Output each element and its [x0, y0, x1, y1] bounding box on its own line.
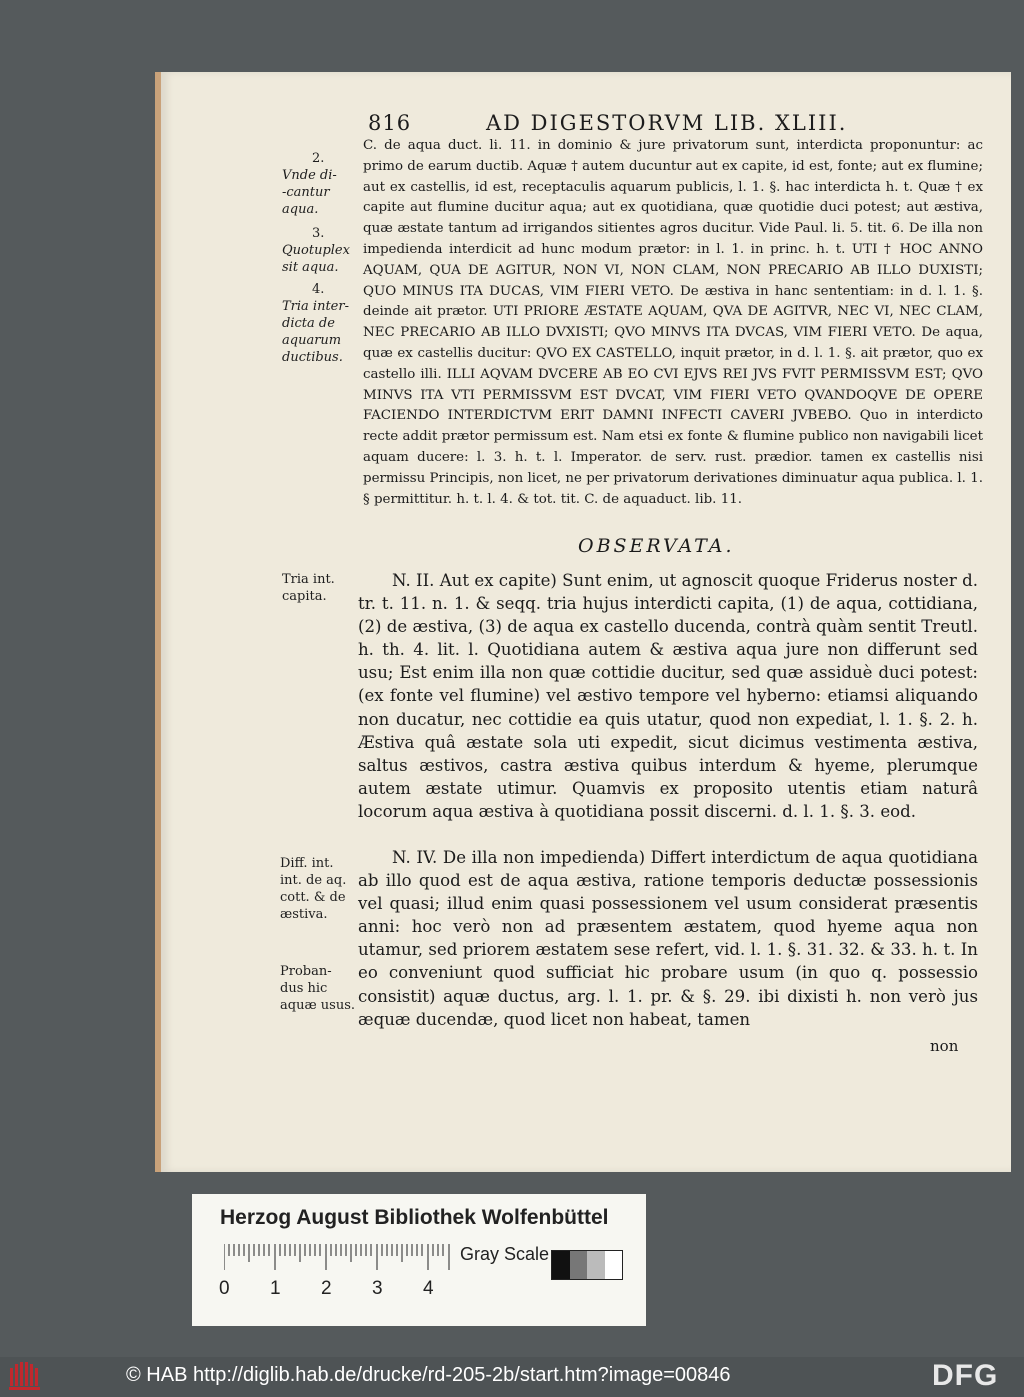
footer-copyright-link[interactable]: © HAB http://diglib.hab.de/drucke/rd-205-2b/start.htm?image=00846	[126, 1364, 731, 1386]
margin-note-text: Vnde di- -cantur aqua.	[282, 168, 337, 217]
introduction-paragraph: C. de aqua duct. li. 11. in dominio & jure privatorum sunt, interdicta proponuntur: ac primo de earum ductib. Aquæ † autem ducuntur aut ex capite, id est, fonte; aut ex flumine; aut ex castellis, id est, receptaculis aquarum publicis, l. 1. §. hac interdicta h. t. Quæ † ex capite aut flumine ducitur aqua; aut ex quotidiana, quæ quotidie duci potest; aut æstiva, quæ æstate tantum ad irrigandos sitientes agros ducitur. Vide Paul. li. 5. tit. 6. De illa non impedienda interdicit ad hunc modum prætor: in l. 1. in princ. h. t. UTI † HOC ANNO AQUAM, QUA DE AGITUR, NON VI, NON CLAM, NON PRECARIO AB ILLO DUXISTI; QUO MINUS ITA DUCAS, VIM FIERI VETO. De æstiva in hanc sententiam: in d. l. 1. §. deinde ait prætor. UTI PRIORE ÆSTATE AQUAM, QVA DE AGITVR, NEC VI, NEC CLAM, NEC PRECARIO AB ILLO DVXISTI; QVO MINVS ITA DVCAS, VIM FIERI VETO. De aqua, quæ ex castellis ducitur: QVO EX CASTELLO, inquit prætor, in d. l. 1. §. ait prætor, quo ex castello illi. ILLI AQVAM DVCERE AB EO CVI EJVS REI JVS FVIT PERMISSVM EST; QVO MINVS ITA VTI PERMISSVM EST DVCAT, VIM FIERI VETO QVANDOQVE DE OPERE FACIENDO INTERDICTVM ERIT DAMNI INFECTI CAVERI JVBEBO. Quo in interdicto recte addit prætor permissum est. Nam etsi ex fonte & flumine publico non navigabili licet aquam ducere: l. 3. h. t. l. Imperator. de serv. rust. prædior. tamen ex castellis nisi permissu Principis, non licet, ne per privatorum derivationes diminuatur aqua publica. l. 1. § permittitur. h. t. l. 4. & tot. tit. C. de aquaduct. lib. 11.	[363, 138, 983, 507]
ruler-number: 0	[219, 1278, 230, 1299]
gray-swatch	[570, 1251, 588, 1279]
library-logo-icon	[8, 1360, 44, 1392]
catchword: non	[930, 1037, 959, 1055]
margin-note-text: Tria int. capita.	[282, 572, 335, 604]
margin-note-2	[282, 225, 354, 276]
margin-note-5	[280, 855, 358, 923]
dfg-logo: DFG	[932, 1359, 999, 1392]
ruler-number: 2	[321, 1278, 332, 1299]
gray-swatch	[552, 1251, 570, 1279]
margin-note-text: Tria inter- dicta de aquarum ductibus.	[282, 299, 349, 365]
gray-scale-swatches	[551, 1250, 623, 1280]
margin-note-text: Proban- dus hic aquæ usus.	[280, 964, 356, 1013]
ruler-icon	[224, 1244, 450, 1270]
gray-swatch	[605, 1251, 623, 1279]
introduction-text	[363, 136, 983, 510]
observation-paragraph: N. II. Aut ex capite) Sunt enim, ut agnoscit quoque Friderus noster d. tr. t. 11. n. 1. & seqq. tria hujus interdicti capita, (1) de aqua, cottidiana, (2) de æstiva, (3) de aqua ex castello ducenda, contrà quàm sentit Treutl. h. th. 4. lit. l. Quotidiana autem & æstiva aqua jure non differunt sed usu; Est enim illa non quæ cottidie ducitur, sed quæ assiduè duci potest: (ex fonte vel flumine) vel æstivo tempore vel hyberno: etiamsi aliquando non ducatur, nec cottidie ea quis utatur, quod non expediat, l. 1. §. 2. h. Æstiva quâ æstate sola uti expedit, sicut dicimus vestimenta æstiva, saltus æstivos, castra æstiva quibus interdum & hyeme, plerumque autem æstate utimur. Quamvis ex proposito utentis etiam naturâ locorum aqua æstiva à quotidiana possit discerni. d. l. 1. §. 3. eod.	[358, 571, 978, 821]
margin-note-text: Diff. int. int. de aq. cott. & de æstiva.	[280, 856, 347, 922]
header-title: AD DIGESTORVM LIB. XLIII.	[486, 111, 848, 135]
margin-note-1	[282, 150, 354, 218]
ruler-number: 1	[270, 1278, 281, 1299]
margin-note-3	[282, 281, 354, 366]
observation-paragraph: N. IV. De illa non impedienda) Differt interdictum de aqua quotidiana ab illo quod est de aqua æstiva, ratione temporis deductæ possessionis vel quasi; illud enim quasi possessionem vel usum considerat præsentis anni: hoc verò non ad præsentem æstatem, quod hyeme aqua non utamur, sed priorem æstatem sese refert, vid. l. 1. §. 31. 32. & 33. h. t. In eo conveniunt quod sufficiat hic probare usum (in quo q. possessio consistit) aquæ ductus, arg. l. 1. pr. & §. 29. ibi dixisti h. non verò jus æquæ ducendæ, quod licet non habeat, tamen	[358, 848, 978, 1029]
observation-2	[358, 569, 978, 823]
margin-note-number: 4.	[312, 282, 325, 297]
page-number: 816	[368, 111, 412, 135]
ruler-number: 3	[372, 1278, 383, 1299]
margin-note-6	[280, 963, 358, 1014]
gray-swatch	[587, 1251, 605, 1279]
margin-note-text: Quotuplex sit aqua.	[282, 243, 350, 275]
ruler-number: 4	[423, 1278, 434, 1299]
library-name: Herzog August Bibliothek Wolfenbüttel	[220, 1206, 609, 1229]
observata-heading: OBSERVATA.	[578, 535, 735, 557]
gray-scale-label: Gray Scale	[460, 1244, 550, 1264]
observation-4	[358, 846, 978, 1031]
margin-note-4	[282, 571, 354, 605]
margin-note-number: 2.	[312, 151, 325, 166]
margin-note-number: 3.	[312, 226, 325, 241]
